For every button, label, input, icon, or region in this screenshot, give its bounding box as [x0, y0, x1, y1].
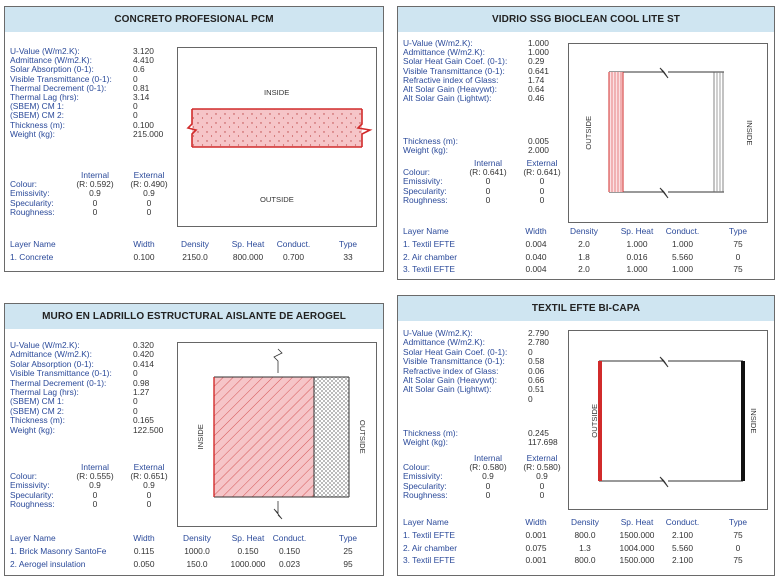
surface-header-external: External: [526, 453, 558, 463]
surface-external-value: (R: 0.580): [523, 462, 561, 472]
layer-cell-conduct: 0.150: [279, 546, 300, 556]
layer-cell-conduct: 1.000: [672, 264, 693, 274]
layer-column-header: Width: [525, 517, 547, 527]
property-value: 1.000: [528, 38, 549, 48]
surface-label: Emissivity:: [10, 480, 50, 491]
diagram-label-top: INSIDE: [264, 88, 290, 97]
layer-cell-conduct: 0.023: [279, 558, 300, 569]
property-label: Thermal Lag (hrs):: [10, 387, 79, 397]
property-label: Alt Solar Gain (Lightwt):: [403, 384, 492, 395]
property-label: Weight (kg):: [403, 437, 448, 448]
surface-external-value: 0: [146, 206, 152, 217]
surface-header-internal: Internal: [81, 462, 109, 472]
property-label: (SBEM) CM 2:: [10, 405, 64, 416]
surface-label: Specularity:: [10, 489, 54, 500]
layer-cell-sp-heat: 1004.000: [619, 542, 655, 553]
surface-external-value: 0: [539, 194, 545, 205]
property-label: Thermal Decrement (0-1):: [10, 82, 107, 93]
layer-cell-density: 150.0: [186, 558, 208, 569]
layer-column-header: Type: [728, 517, 748, 527]
property-label: Thickness (m):: [10, 119, 65, 130]
surface-external-value: 0: [146, 498, 152, 509]
property-value: 117.698: [528, 437, 558, 448]
layer-column-header: Width: [133, 533, 155, 543]
surface-internal-value: 0: [92, 206, 98, 217]
property-label: Solar Absorption (0-1):: [10, 358, 94, 369]
property-value: 0.58: [528, 356, 545, 367]
surface-label: Emissivity:: [403, 176, 443, 187]
property-label: Thermal Decrement (0-1):: [10, 377, 107, 388]
property-label: Visible Transmittance (0-1):: [403, 356, 505, 367]
layer-cell-type: 95: [343, 558, 353, 569]
layer-cell-conduct: 2.100: [672, 530, 693, 540]
layer-cell-conduct: 2.100: [672, 555, 693, 565]
property-value: 0.29: [528, 56, 545, 67]
layer-column-header: Density: [183, 533, 211, 543]
surface-header-external: External: [133, 170, 165, 180]
layer-column-header: Layer Name: [403, 517, 449, 527]
layer-cell-conduct: 5.560: [672, 542, 693, 553]
surface-label: Roughness:: [10, 206, 55, 217]
surface-label: Emissivity:: [10, 188, 50, 199]
diagram-label-right: INSIDE: [748, 408, 758, 434]
property-label: Visible Transmittance (0-1):: [403, 65, 505, 76]
surface-label: Colour:: [10, 471, 37, 481]
surface-header-external: External: [133, 462, 165, 472]
property-value: 0: [133, 396, 138, 407]
property-value: 0: [133, 110, 138, 121]
panel-muro: [4, 303, 384, 576]
property-label: Weight (kg):: [10, 128, 55, 139]
diagram-label-left: OUTSIDE: [590, 403, 600, 438]
surface-label: Specularity:: [10, 197, 54, 208]
layer-cell-sp-heat: 0.150: [237, 546, 259, 556]
surface-external-value: 0: [146, 197, 152, 208]
layer-cell-width: 0.050: [133, 558, 155, 569]
layer-cell-name: 1. Textil EFTE: [403, 530, 455, 540]
layer-cell-conduct: 1.000: [672, 239, 693, 249]
layer-cell-width: 0.004: [525, 239, 547, 249]
layer-cell-density: 800.0: [574, 530, 596, 540]
surface-external-value: 0: [539, 480, 545, 491]
surface-label: Colour:: [403, 167, 430, 177]
property-value: 3.120: [133, 46, 154, 56]
surface-internal-value: 0.9: [482, 471, 494, 482]
layer-column-header: Layer Name: [403, 226, 449, 236]
property-value: 0.81: [133, 82, 150, 93]
property-label: Solar Heat Gain Coef. (0-1):: [403, 56, 508, 67]
surface-external-value: (R: 0.641): [523, 167, 561, 177]
surface-external-value: 0: [539, 176, 545, 187]
property-label: Weight (kg):: [403, 145, 448, 156]
surface-header-internal: Internal: [81, 170, 109, 180]
property-label: Solar Heat Gain Coef. (0-1):: [403, 346, 508, 357]
property-value: 0: [133, 368, 138, 379]
layer-column-header: Sp. Heat: [231, 533, 265, 543]
construction-diagram: [568, 330, 768, 510]
layer-cell-type: 25: [343, 546, 353, 556]
layer-column-header: Type: [338, 239, 358, 249]
wall-section-drawing: [178, 343, 377, 527]
surface-external-value: (R: 0.490): [130, 179, 168, 189]
panel-title: VIDRIO SSG BIOCLEAN COOL LITE ST: [398, 7, 774, 32]
layer-cell-type: 75: [733, 530, 743, 540]
layer-column-header: Density: [571, 517, 599, 527]
layer-cell-density: 2.0: [578, 239, 590, 249]
layer-cell-width: 0.040: [525, 251, 547, 262]
layer-column-header: Conduct.: [276, 239, 311, 249]
property-label: U-Value (W/m2.K):: [403, 328, 473, 338]
property-label: Thickness (m):: [403, 428, 458, 438]
layer-cell-name: 2. Air chamber: [403, 542, 457, 553]
property-value: 1.27: [133, 387, 150, 397]
layer-cell-width: 0.004: [525, 264, 547, 274]
surface-external-value: 0.9: [143, 188, 155, 199]
layer-column-header: Width: [525, 226, 547, 236]
property-label: Alt Solar Gain (Heavywt):: [403, 375, 498, 385]
property-value: 0.66: [528, 375, 545, 385]
layer-column-header: Density: [570, 226, 598, 236]
layer-cell-width: 0.001: [525, 555, 547, 565]
surface-internal-value: (R: 0.555): [76, 471, 114, 481]
property-value: 122.500: [133, 424, 164, 435]
property-label: U-Value (W/m2.K):: [403, 38, 473, 48]
surface-header-external: External: [526, 158, 558, 168]
surface-label: Specularity:: [403, 480, 447, 491]
surface-internal-value: 0: [92, 197, 98, 208]
layer-cell-density: 1.8: [578, 251, 590, 262]
surface-internal-value: (R: 0.592): [76, 179, 114, 189]
property-label: Refractive index of Glass:: [403, 74, 499, 85]
layer-column-header: Layer Name: [10, 239, 56, 249]
property-label: U-Value (W/m2.K):: [10, 340, 80, 350]
property-value: 0.6: [133, 64, 145, 75]
layer-cell-conduct: 5.560: [672, 251, 693, 262]
layer-cell-type: 33: [343, 252, 353, 262]
surface-internal-value: 0: [485, 480, 491, 491]
layer-cell-name: 1. Textil EFTE: [403, 239, 455, 249]
property-label: Visible Transmittance (0-1):: [10, 73, 112, 84]
layer-column-header: Sp. Heat: [620, 517, 654, 527]
property-value: 0.98: [133, 377, 150, 388]
layer-column-header: Type: [728, 226, 748, 236]
property-value: 0.51: [528, 384, 545, 395]
layer-cell-sp-heat: 800.000: [232, 252, 264, 262]
panel-title: TEXTIL EFTE BI-CAPA: [398, 296, 774, 321]
property-value: 1.000: [528, 47, 549, 58]
surface-external-value: 0: [539, 489, 545, 500]
surface-label: Roughness:: [403, 194, 448, 205]
layer-cell-name: 2. Aerogel insulation: [10, 558, 86, 569]
layer-column-header: Layer Name: [10, 533, 56, 543]
layer-column-header: Sp. Heat: [620, 226, 654, 236]
layer-cell-name: 1. Brick Masonry SantoFe: [10, 546, 107, 556]
surface-header-internal: Internal: [474, 158, 502, 168]
surface-external-value: (R: 0.651): [130, 471, 168, 481]
layer-cell-type: 75: [733, 264, 743, 274]
property-label: Refractive index of Glass:: [403, 365, 499, 376]
layer-column-header: Conduct.: [665, 517, 700, 527]
surface-internal-value: 0: [92, 498, 98, 509]
surface-internal-value: (R: 0.580): [469, 462, 507, 472]
panel-concreto: [4, 6, 384, 272]
property-value: 0.06: [528, 365, 545, 376]
property-value: 3.14: [133, 92, 150, 102]
property-value: 0.414: [133, 358, 154, 369]
property-value: 0.64: [528, 84, 545, 94]
property-value: 0.46: [528, 93, 545, 104]
surface-internal-value: 0: [485, 194, 491, 205]
property-label: (SBEM) CM 2:: [10, 110, 64, 121]
property-label: Alt Solar Gain (Heavywt):: [403, 84, 498, 94]
surface-label: Colour:: [10, 179, 37, 189]
property-label: Admittance (W/m2.K):: [10, 55, 92, 66]
layer-cell-type: 0: [735, 542, 741, 553]
property-value: 2.780: [528, 337, 549, 348]
layer-cell-width: 0.115: [133, 546, 155, 556]
property-label: Thickness (m):: [403, 136, 458, 146]
property-label: Thermal Lag (hrs):: [10, 92, 79, 102]
construction-diagram: [177, 47, 377, 227]
diagram-label-right: INSIDE: [744, 120, 754, 146]
layer-cell-type: 75: [733, 555, 743, 565]
property-value: 0.420: [133, 349, 154, 360]
panel-title: CONCRETO PROFESIONAL PCM: [5, 7, 383, 32]
property-value: 0.100: [133, 119, 154, 130]
diagram-label-left: OUTSIDE: [584, 115, 594, 150]
surface-external-value: 0.9: [143, 480, 155, 491]
surface-internal-value: 0: [485, 489, 491, 500]
property-value: 2.790: [528, 328, 549, 338]
layer-cell-density: 800.0: [574, 555, 596, 565]
property-label: Alt Solar Gain (Lightwt):: [403, 93, 492, 104]
property-value: 0: [133, 101, 138, 112]
layer-column-header: Sp. Heat: [231, 239, 265, 249]
layer-column-header: Conduct.: [665, 226, 700, 236]
layer-cell-type: 75: [733, 239, 743, 249]
glazing-section-drawing: [569, 44, 768, 223]
layer-cell-type: 0: [735, 251, 741, 262]
surface-header-internal: Internal: [474, 453, 502, 463]
surface-label: Specularity:: [403, 185, 447, 196]
layer-cell-name: 2. Air chamber: [403, 251, 457, 262]
property-label: Weight (kg):: [10, 424, 55, 435]
surface-label: Emissivity:: [403, 471, 443, 482]
layer-cell-density: 2.0: [578, 264, 590, 274]
surface-internal-value: 0: [485, 185, 491, 196]
property-value: 0: [133, 405, 138, 416]
property-label: Solar Absorption (0-1):: [10, 64, 94, 75]
property-value: 0.005: [528, 136, 549, 146]
property-value: 2.000: [528, 145, 549, 156]
layer-cell-name: 3. Textil EFTE: [403, 555, 455, 565]
layer-column-header: Type: [338, 533, 358, 543]
layer-cell-width: 0.075: [525, 542, 547, 553]
construction-diagram: [568, 43, 768, 223]
property-label: Admittance (W/m2.K):: [403, 47, 485, 58]
surface-internal-value: 0: [485, 176, 491, 187]
layer-cell-name: 1. Concrete: [10, 252, 54, 262]
surface-label: Colour:: [403, 462, 430, 472]
property-label: (SBEM) CM 1:: [10, 101, 64, 112]
layer-cell-sp-heat: 0.016: [626, 251, 648, 262]
property-value: 0: [528, 393, 533, 404]
property-value: 1.74: [528, 74, 545, 85]
layer-cell-density: 1000.0: [184, 546, 210, 556]
property-label: Visible Transmittance (0-1):: [10, 368, 112, 379]
property-value: 0: [133, 73, 138, 84]
surface-internal-value: 0: [92, 489, 98, 500]
property-label: Admittance (W/m2.K):: [403, 337, 485, 348]
construction-diagram: [177, 342, 377, 527]
property-value: 0.320: [133, 340, 154, 350]
property-label: U-Value (W/m2.K):: [10, 46, 80, 56]
surface-label: Roughness:: [10, 498, 55, 509]
panel-vidrio: [397, 6, 775, 280]
diagram-label-left: INSIDE: [196, 424, 206, 450]
surface-internal-value: 0.9: [89, 188, 101, 199]
diagram-label-right: OUTSIDE: [357, 419, 367, 454]
property-value: 0.245: [528, 428, 549, 438]
property-value: 0.641: [528, 65, 549, 76]
layer-column-header: Density: [181, 239, 209, 249]
panel-title: MURO EN LADRILLO ESTRUCTURAL AISLANTE DE AEROGEL: [5, 304, 383, 329]
layer-cell-density: 2150.0: [182, 252, 208, 262]
panel-textil: [397, 295, 775, 576]
layer-column-header: Width: [133, 239, 155, 249]
layer-column-header: Conduct.: [272, 533, 307, 543]
surface-internal-value: (R: 0.641): [469, 167, 507, 177]
surface-label: Roughness:: [403, 489, 448, 500]
layer-cell-width: 0.100: [133, 252, 155, 262]
property-label: (SBEM) CM 1:: [10, 396, 64, 407]
layer-cell-conduct: 0.700: [283, 252, 304, 262]
property-value: 0: [528, 346, 533, 357]
layer-cell-density: 1.3: [579, 542, 591, 553]
surface-internal-value: 0.9: [89, 480, 101, 491]
property-value: 4.410: [133, 55, 154, 66]
property-value: 215.000: [133, 128, 164, 139]
property-label: Thickness (m):: [10, 415, 65, 426]
layer-cell-width: 0.001: [525, 530, 547, 540]
layer-cell-sp-heat: 1.000: [626, 264, 648, 274]
surface-external-value: 0.9: [536, 471, 548, 482]
property-value: 0.165: [133, 415, 154, 426]
diagram-label-bottom: OUTSIDE: [260, 195, 294, 204]
layer-cell-sp-heat: 1.000: [626, 239, 648, 249]
property-label: Admittance (W/m2.K):: [10, 349, 92, 360]
surface-external-value: 0: [539, 185, 545, 196]
layer-cell-sp-heat: 1500.000: [619, 530, 655, 540]
layer-cell-name: 3. Textil EFTE: [403, 264, 455, 274]
layer-cell-sp-heat: 1000.000: [230, 558, 266, 569]
surface-external-value: 0: [146, 489, 152, 500]
layer-cell-sp-heat: 1500.000: [619, 555, 655, 565]
